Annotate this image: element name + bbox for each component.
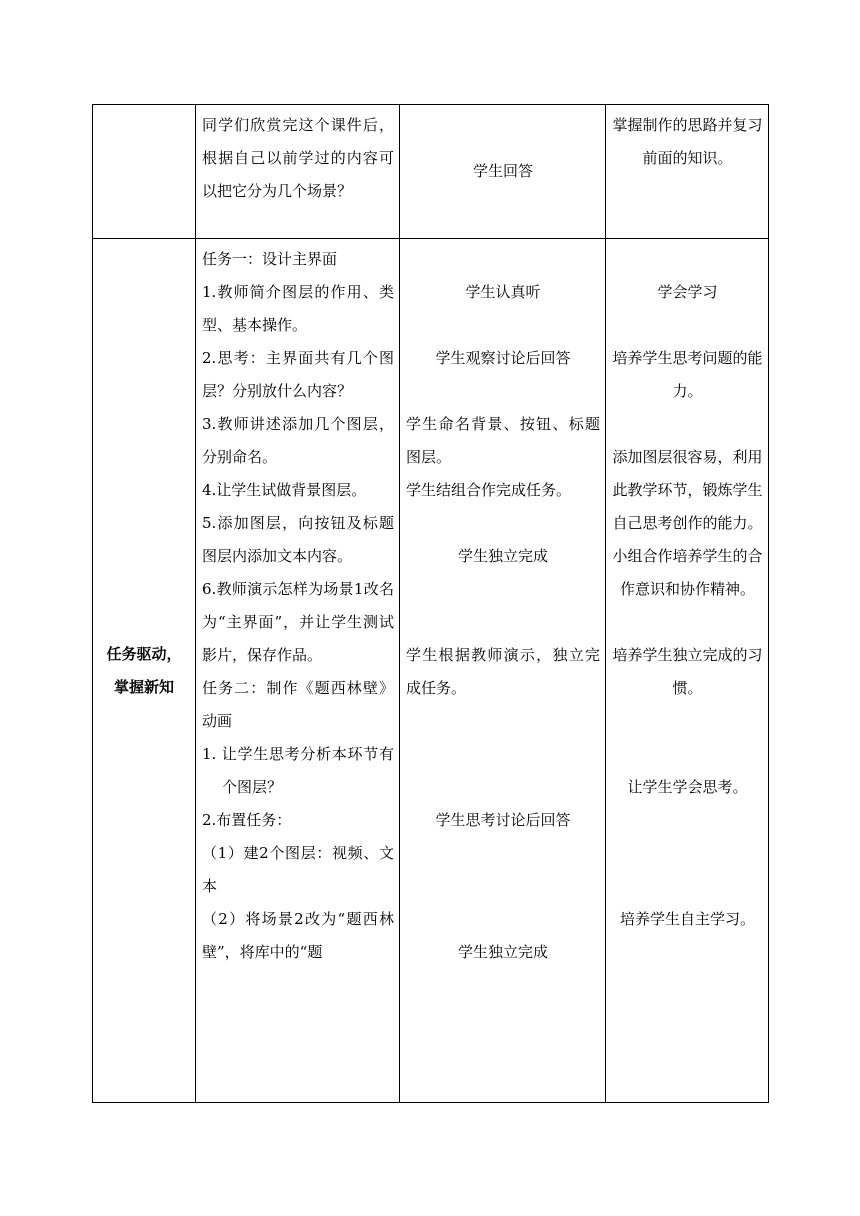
intent-step: 添加图层很容易，利用此教学环节，锻炼学生自己思考创作的能力。小组合作培养学生的合作意识和协作精神。 <box>612 448 763 598</box>
student-activity-text: 学生回答 <box>472 162 533 180</box>
teacher-step: （1）建2个图层：视频、文本 <box>202 844 394 895</box>
teacher-step: 3.教师讲述添加几个图层，分别命名。 <box>202 415 394 466</box>
teacher-step: 6.教师演示怎样为场景1改名为“主界面”，并让学生测试影片，保存作品。 <box>202 580 394 664</box>
design-intent-cell <box>606 105 769 239</box>
design-intent-text: 掌握制作的思路并复习前面的知识。 <box>612 116 763 167</box>
teacher-step: 2.布置任务： <box>202 811 292 829</box>
teacher-activity-cell <box>196 239 400 1103</box>
student-step: 学生命名背景、按钮、标题图层。 <box>406 415 600 466</box>
design-intent-list <box>606 239 768 936</box>
intent-step: 培养学生思考问题的能力。 <box>612 349 763 400</box>
teacher-step: 2.思考：主界面共有几个图层？分别放什么内容？ <box>202 349 394 400</box>
stage-cell <box>93 239 196 1103</box>
intent-step: 学会学习 <box>657 283 718 301</box>
student-step: 学生独立完成 <box>457 943 548 961</box>
intent-step: 让学生学会思考。 <box>627 778 748 796</box>
student-step: 学生独立完成 <box>457 547 548 565</box>
lesson-plan-table <box>92 104 769 1103</box>
student-step: 学生认真听 <box>465 283 541 301</box>
stage-cell-empty <box>93 105 196 239</box>
table-row <box>93 239 769 1103</box>
teacher-step: 5.添加图层，向按钮及标题图层内添加文本内容。 <box>202 514 394 565</box>
teacher-step: 1.教师简介图层的作用、类型、基本操作。 <box>202 283 394 334</box>
stage-label-line2: 掌握新知 <box>113 677 174 696</box>
design-intent-cell <box>606 239 769 1103</box>
student-step: 学生结组合作完成任务。 <box>406 481 572 499</box>
student-step: 学生思考讨论后回答 <box>435 811 571 829</box>
stage-label-line1: 任务驱动， <box>106 644 182 663</box>
intent-step: 培养学生独立完成的习惯。 <box>612 646 763 697</box>
teacher-activity-list <box>196 239 399 969</box>
teacher-step: 任务一：设计主界面 <box>202 250 338 268</box>
teacher-activity-text: 同学们欣赏完这个课件后，根据自己以前学过的内容可以把它分为几个场景？ <box>202 116 394 200</box>
teacher-step: 1. 让学生思考分析本环节有个图层？ <box>202 745 394 796</box>
teacher-activity-cell <box>196 105 400 239</box>
student-step: 学生根据教师演示，独立完成任务。 <box>406 646 600 697</box>
teacher-step: 任务二：制作《题西林壁》动画 <box>202 679 394 730</box>
intent-step: 培养学生自主学习。 <box>619 910 755 928</box>
student-step: 学生观察讨论后回答 <box>435 349 571 367</box>
student-activity-cell <box>400 105 606 239</box>
student-activity-cell <box>400 239 606 1103</box>
teacher-step: （2）将场景2改为“题西林壁”，将库中的“题 <box>202 910 394 961</box>
table-row <box>93 105 769 239</box>
teacher-step: 4.让学生试做背景图层。 <box>202 481 367 499</box>
student-activity-list <box>400 239 605 969</box>
